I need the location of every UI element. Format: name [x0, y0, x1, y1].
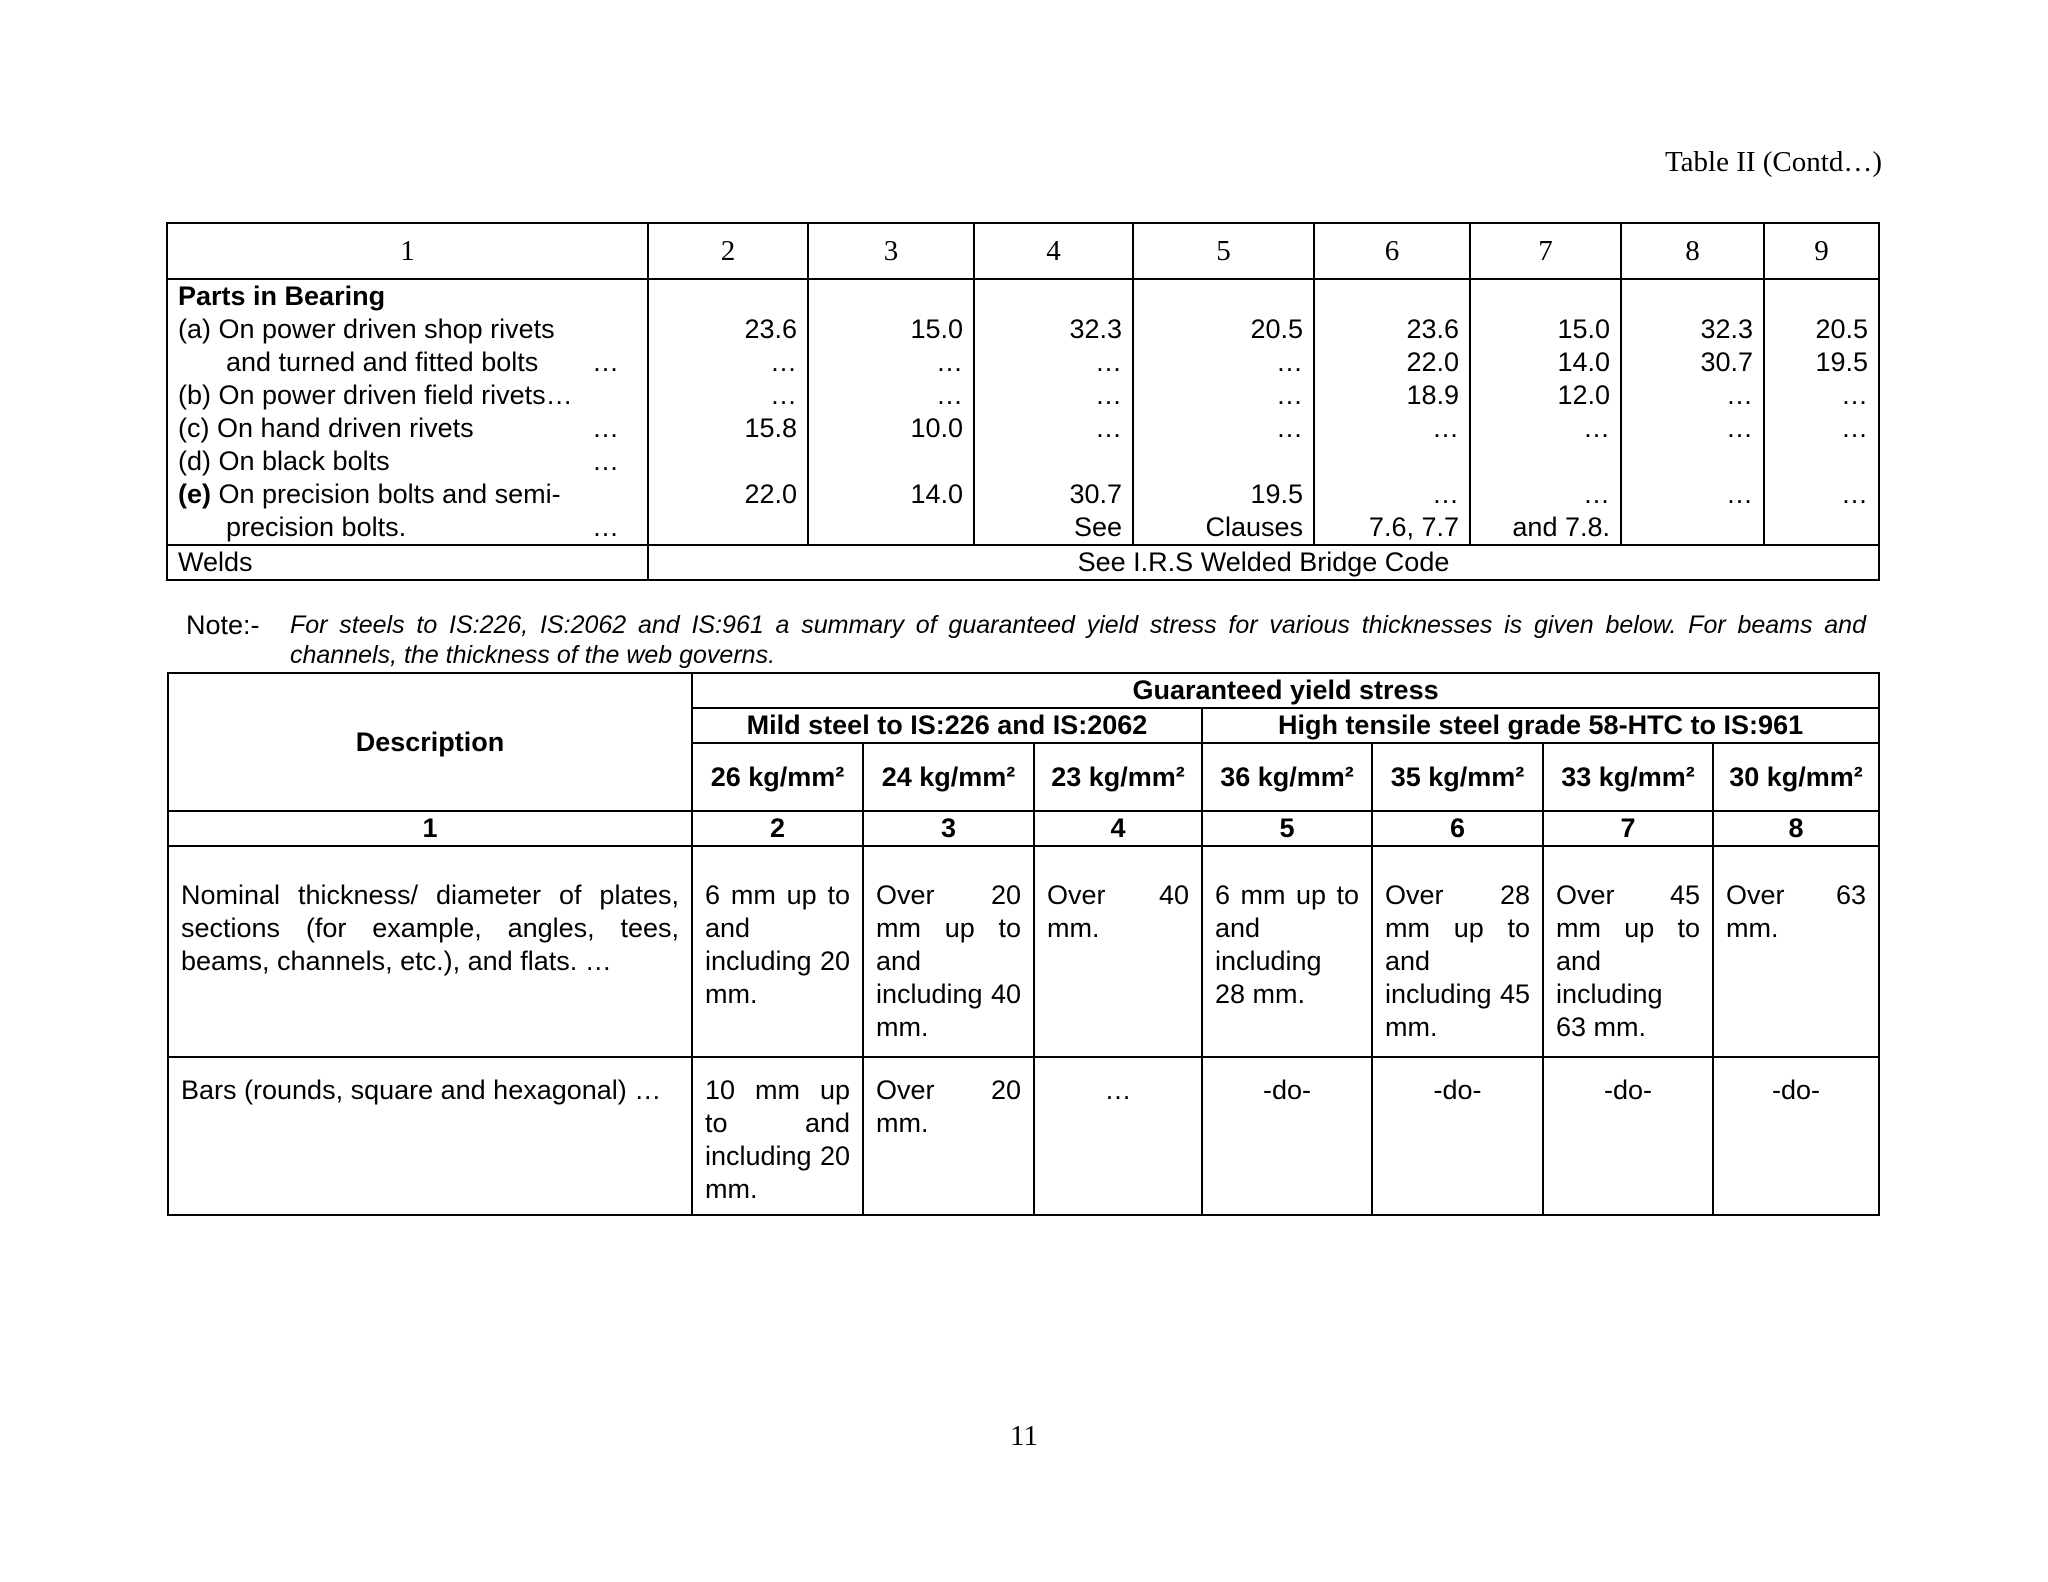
thickness-cell: -do- [1202, 1057, 1372, 1215]
bearing-stress-table [166, 222, 1880, 581]
column-number: 9 [1764, 223, 1879, 279]
column-number: 6 [1372, 811, 1543, 846]
parts-in-bearing-row [167, 279, 1879, 545]
value-cell: … [1432, 479, 1459, 509]
column-number: 7 [1470, 223, 1621, 279]
value-cell: … [1841, 380, 1868, 410]
column-number-row [168, 811, 1879, 846]
value-cell [1481, 445, 1610, 478]
column-number: 5 [1133, 223, 1314, 279]
value-column [1621, 279, 1764, 545]
yield-stress-header: Guaranteed yield stress [692, 673, 1879, 708]
value-cell: 32.3 [1700, 314, 1753, 344]
column-number: 8 [1713, 811, 1879, 846]
value-cell: … [1276, 380, 1303, 410]
value-cell: 22.0 [744, 479, 797, 509]
high-tensile-header: High tensile steel grade 58-HTC to IS:961 [1202, 708, 1879, 743]
value-cell: … [1726, 479, 1753, 509]
value-cell [985, 445, 1122, 478]
thickness-cell: Over 45 mm up to and including 63 mm. [1543, 846, 1713, 1057]
thickness-cell: 6 mm up to and including 20 mm. [692, 846, 863, 1057]
value-cell: … [936, 347, 963, 377]
section-title: Parts in Bearing [178, 281, 386, 311]
value-cell [819, 511, 963, 544]
column-number: 7 [1543, 811, 1713, 846]
value-cell: See [1073, 512, 1122, 542]
value-cell [819, 280, 963, 313]
column-number-row [167, 223, 1879, 279]
value-cell [1632, 280, 1753, 313]
value-cell: 14.0 [910, 479, 963, 509]
parts-in-bearing-cell [167, 279, 648, 545]
value-cell: 15.0 [910, 314, 963, 344]
thickness-cell: -do- [1372, 1057, 1543, 1215]
grade-header: 26 kg/mm² [692, 743, 863, 811]
value-cell: 20.5 [1250, 314, 1303, 344]
value-cell: … [770, 347, 797, 377]
thickness-cell: Over 40 mm. [1034, 846, 1202, 1057]
value-cell: 30.7 [1069, 479, 1122, 509]
value-cell: 14.0 [1557, 347, 1610, 377]
value-cell [1775, 280, 1868, 313]
value-cell: 15.8 [744, 413, 797, 443]
value-cell [1775, 511, 1868, 544]
value-cell: 18.9 [1406, 380, 1459, 410]
welds-row [167, 545, 1879, 580]
column-number: 3 [808, 223, 974, 279]
thickness-cell: Over 20 mm. [863, 1057, 1034, 1215]
value-cell: … [1583, 413, 1610, 443]
value-cell: 19.5 [1815, 347, 1868, 377]
value-cell: … [1276, 413, 1303, 443]
group-header-row [168, 673, 1879, 708]
value-cell: 20.5 [1815, 314, 1868, 344]
value-cell: 10.0 [910, 413, 963, 443]
grade-header: 23 kg/mm² [1034, 743, 1202, 811]
value-cell: … [936, 380, 963, 410]
item-line: (e) On precision bolts and semi- [178, 479, 561, 509]
value-cell [819, 445, 963, 478]
grade-header: 35 kg/mm² [1372, 743, 1543, 811]
value-cell: 12.0 [1557, 380, 1610, 410]
item-line: (c) On hand driven rivets … [178, 413, 619, 443]
grade-header: 33 kg/mm² [1543, 743, 1713, 811]
yield-stress-table [167, 672, 1880, 1216]
page-number: 11 [1010, 1420, 1038, 1452]
grade-header: 24 kg/mm² [863, 743, 1034, 811]
table-continuation-label: Table II (Contd…) [1664, 146, 1882, 178]
value-cell: 22.0 [1406, 347, 1459, 377]
value-cell: … [770, 380, 797, 410]
value-cell: … [1841, 413, 1868, 443]
value-column [1133, 279, 1314, 545]
item-line: (d) On black bolts … [178, 446, 619, 476]
value-cell: 30.7 [1700, 347, 1753, 377]
column-number: 3 [863, 811, 1034, 846]
column-number: 6 [1314, 223, 1470, 279]
item-line: (a) On power driven shop rivets [178, 314, 555, 344]
value-cell: … [1583, 479, 1610, 509]
thickness-cell: … [1034, 1057, 1202, 1215]
value-cell [1325, 280, 1459, 313]
welds-reference: See I.R.S Welded Bridge Code [648, 545, 1879, 580]
value-cell: … [1726, 380, 1753, 410]
value-cell [1775, 445, 1868, 478]
value-cell [659, 280, 797, 313]
value-cell: Clauses [1205, 512, 1303, 542]
value-cell: and 7.8. [1512, 512, 1610, 542]
value-cell [659, 445, 797, 478]
value-column [1470, 279, 1621, 545]
value-column [1314, 279, 1470, 545]
value-cell [985, 280, 1122, 313]
row-description: Nominal thickness/ diameter of plates, sections (for example, angles, tees, beams, channels, etc.), and flats. … [168, 846, 692, 1057]
welds-label: Welds [167, 545, 648, 580]
thickness-cell: Over 63 mm. [1713, 846, 1879, 1057]
column-number: 4 [974, 223, 1133, 279]
value-cell: 19.5 [1250, 479, 1303, 509]
column-number: 8 [1621, 223, 1764, 279]
item-line: and turned and fitted bolts … [226, 347, 619, 377]
value-cell [1632, 511, 1753, 544]
value-cell [1481, 280, 1610, 313]
note-label: Note:- [186, 610, 260, 640]
value-cell [1144, 280, 1303, 313]
value-cell: … [1095, 413, 1122, 443]
thickness-cell: Over 20 mm up to and including 40 mm. [863, 846, 1034, 1057]
value-cell: 32.3 [1069, 314, 1122, 344]
thickness-cell: -do- [1543, 1057, 1713, 1215]
value-column [808, 279, 974, 545]
column-number: 1 [167, 223, 648, 279]
note-text: For steels to IS:226, IS:2062 and IS:961 a summary of guaranteed yield stress for various thicknesses is given below. For beams and channels, the thickness of the web governs. [290, 611, 1866, 669]
value-cell: … [1276, 347, 1303, 377]
value-column [1764, 279, 1879, 545]
grade-header: 30 kg/mm² [1713, 743, 1879, 811]
column-number: 2 [648, 223, 808, 279]
column-number: 1 [168, 811, 692, 846]
table-row [168, 846, 1879, 1057]
note [186, 610, 1866, 670]
value-cell: … [1432, 413, 1459, 443]
table-row [168, 1057, 1879, 1215]
value-cell: 23.6 [744, 314, 797, 344]
value-cell: … [1095, 347, 1122, 377]
item-line: precision bolts. … [226, 512, 619, 542]
value-cell: 23.6 [1406, 314, 1459, 344]
thickness-cell: 10 mm up to and including 20 mm. [692, 1057, 863, 1215]
value-cell: … [1841, 479, 1868, 509]
value-cell: … [1095, 380, 1122, 410]
value-cell [1325, 445, 1459, 478]
value-cell: … [1726, 413, 1753, 443]
row-description: Bars (rounds, square and hexagonal) … [168, 1057, 692, 1215]
value-cell [1144, 445, 1303, 478]
value-column [648, 279, 808, 545]
item-line: (b) On power driven field rivets… [178, 380, 573, 410]
value-cell: 15.0 [1557, 314, 1610, 344]
thickness-cell: 6 mm up to and including 28 mm. [1202, 846, 1372, 1057]
value-cell [659, 511, 797, 544]
column-number: 5 [1202, 811, 1372, 846]
mild-steel-header: Mild steel to IS:226 and IS:2062 [692, 708, 1202, 743]
thickness-cell: Over 28 mm up to and including 45 mm. [1372, 846, 1543, 1057]
column-number: 2 [692, 811, 863, 846]
value-column [974, 279, 1133, 545]
grade-header: 36 kg/mm² [1202, 743, 1372, 811]
description-header: Description [168, 673, 692, 811]
thickness-cell: -do- [1713, 1057, 1879, 1215]
value-cell: 7.6, 7.7 [1368, 512, 1459, 542]
value-cell [1632, 445, 1753, 478]
column-number: 4 [1034, 811, 1202, 846]
